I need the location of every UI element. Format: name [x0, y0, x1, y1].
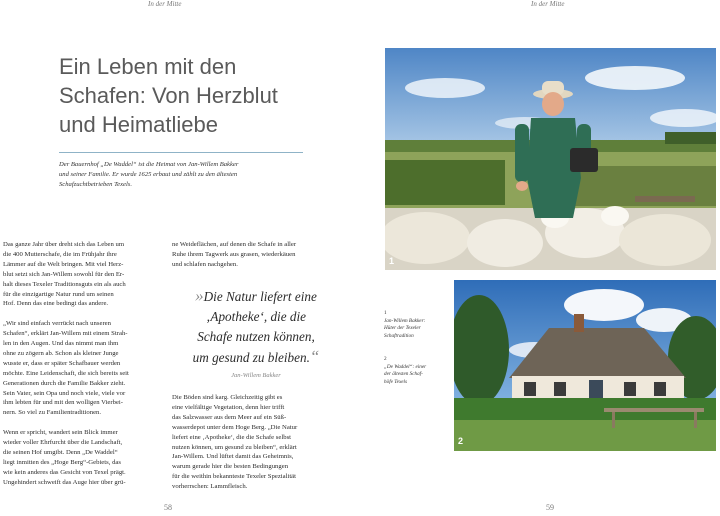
pull-quote [170, 286, 342, 368]
text-line: möchte. Eine Leidenschaft, die sich bereits seit [3, 369, 129, 377]
title-line-1: Ein Leben mit den [59, 54, 237, 79]
text-line: Lämmer auf die Welt bringen. Mit viel Herz- [3, 260, 124, 268]
text-line: liegt inmitten des „Hoge Berg“-Gebiets, das [3, 458, 121, 466]
farmhouse-illustration [454, 280, 716, 451]
text-line: das Salzwasser aus dem Meer auf ein Süß- [172, 413, 287, 421]
text-line: für die einzigartige Natur rund um seinen [3, 290, 114, 298]
paragraph [172, 240, 342, 270]
intro-line: Der Bauernhof „De Waddel“ ist die Heimat von Jan-Willem Bakker [59, 161, 239, 168]
text-line: nutzen können, um gesund zu bleiben“, erklärt [172, 443, 297, 451]
caption-line: Schaftradition [384, 332, 414, 339]
photo-number: 2 [458, 436, 464, 446]
text-line: Hof. Denn das eine bedingt das andere. [3, 300, 109, 308]
text-line: Jan-Willem. Und lüftet damit das Geheimnis, [172, 453, 294, 461]
running-head-left: In der Mitte [148, 0, 182, 8]
paragraph [172, 393, 342, 492]
intro-line: und seiner Familie. Er wurde 1625 erbaut und zählt zu den ältesten [59, 171, 238, 178]
quote-line: ‚Apotheke‘, die die [206, 309, 306, 324]
text-line: Schafen“, erklärt Jan-Willem mit einem Strah- [3, 330, 128, 338]
text-line: eine vielfältige Vegetation, denn hier trifft [172, 403, 285, 411]
text-line: wieder voller Ehrfurcht über die Landschaft, [3, 439, 123, 447]
text-line: ihm lebten für und mit den wolligen Vierbei- [3, 399, 124, 407]
text-line: Sein Vater, sein Opa und noch viele, viele vor [3, 389, 126, 397]
intro-line: Schafzuchtbetrieben Texels. [59, 181, 133, 188]
running-head-right: In der Mitte [531, 0, 565, 8]
text-line: die 400 Mutterschafe, die im Frühjahr ihre [3, 250, 117, 258]
quote-close-mark: “ [309, 347, 320, 366]
paragraph [3, 319, 165, 418]
page-title [59, 52, 359, 139]
text-line: wasserdepot unter dem Hoge Berg. „Die Natur [172, 423, 298, 431]
photo-number: 1 [389, 256, 395, 266]
text-line: Die Böden sind karg. Gleichzeitig gibt es [172, 394, 283, 401]
quote-line: Die Natur liefert eine [203, 289, 317, 304]
text-line: ohne zu zögern ab. Schon als kleiner Junge [3, 349, 119, 357]
quote-open-mark: » [195, 286, 204, 305]
text-line: ne Weideflächen, auf denen die Schafe in aller [172, 241, 297, 248]
text-line: „Wir sind einfach verrückt nach unseren [3, 320, 111, 328]
photo-thatched-farmhouse [454, 280, 716, 451]
text-line: halt dieses Texeler Traditionsguts ein als auch [3, 280, 126, 288]
caption-line: „De Waddel“: einer [384, 363, 427, 370]
title-line-3: und Heimatliebe [59, 112, 218, 137]
folio-left: 58 [164, 503, 172, 512]
text-line: und schlafen nachgehen. [172, 260, 238, 268]
text-line: Generationen durch die Familie Bakker zieht. [3, 379, 126, 387]
caption-number: 2 [384, 356, 387, 362]
caption-line: Hüter der Texeler [384, 325, 421, 332]
text-line: Ruhe ihrem Tagwerk aus grasen, wiederkäuen [172, 250, 296, 258]
title-line-2: Schafen: Von Herzblut [59, 83, 278, 108]
text-line: die seinen Hof umgibt. Denn „De Waddel“ [3, 449, 118, 456]
quote-author: Jan-Willem Bakker [231, 372, 281, 379]
text-line: blut setzt sich Jan-Willem sowohl für den Er- [3, 270, 125, 278]
quote-line: Schafe nutzen können, [197, 329, 315, 344]
farmer-illustration [385, 48, 716, 270]
paragraph [3, 240, 165, 309]
intro-text [59, 160, 319, 190]
text-line: Ungehindert schweift das Auge hier über grü- [3, 478, 126, 486]
text-line: warum gerade hier die besten Bedingungen [172, 463, 289, 471]
text-line: vorherrschen: Lammfleisch. [172, 483, 248, 491]
caption-2 [384, 356, 448, 386]
text-line: wusste er, dass er später Schafbauer werden [3, 359, 121, 367]
caption-line: der ältesten Schaf- [384, 371, 423, 378]
text-line: wie kein anderes das Gesicht von Texel prägt. [3, 468, 126, 476]
folio-right: 59 [546, 503, 554, 512]
text-line: Wenn er spricht, wandert sein Blick immer [3, 429, 118, 437]
text-line: len in den Augen. Und das nimmt man ihm [3, 340, 119, 348]
text-line: Das ganze Jahr über dreht sich das Leben um [3, 241, 125, 248]
caption-line: Jan-Willem Bakker: [384, 317, 426, 324]
text-line: für die weithin bekannteste Texeler Spezialität [172, 473, 297, 481]
body-column-2-cont [172, 393, 342, 492]
text-line: nern. So viel zu Familientraditionen. [3, 409, 102, 417]
caption-line: höfe Texels [384, 378, 408, 385]
photo-farmer-with-sheep [385, 48, 716, 270]
paragraph [3, 428, 165, 487]
text-line: liefert eine ‚Apotheke‘, die die Schafe selbst [172, 433, 292, 441]
caption-1 [384, 310, 448, 340]
accent-rule [59, 152, 303, 153]
caption-number: 1 [384, 310, 387, 316]
body-column-1 [3, 240, 165, 488]
body-column-2 [172, 240, 342, 270]
quote-line: um gesund zu bleiben. [192, 350, 310, 365]
